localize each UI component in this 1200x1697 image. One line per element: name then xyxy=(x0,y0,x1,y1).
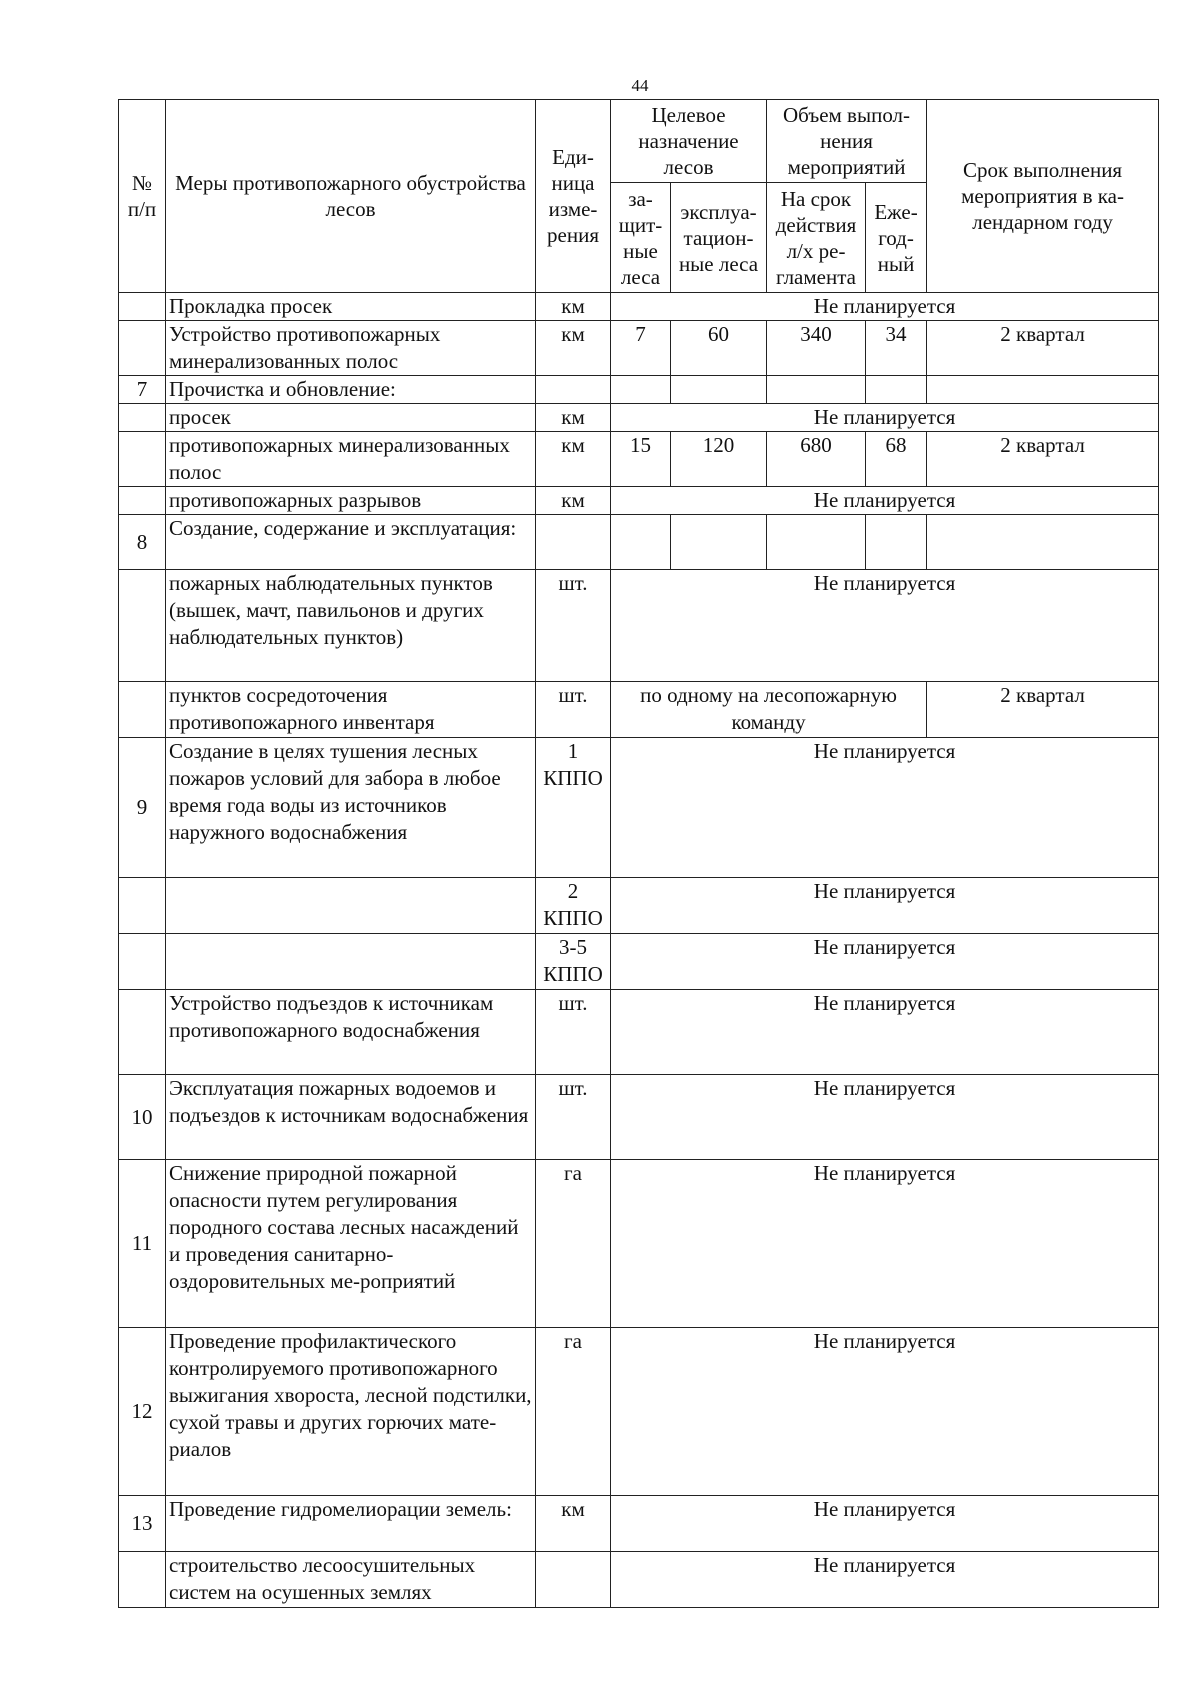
row-num xyxy=(119,1552,166,1608)
table-row xyxy=(119,321,1159,376)
row-term xyxy=(767,376,866,404)
row-measure: противопожарных минерализованных полос xyxy=(166,432,536,487)
row-status: Не планируется xyxy=(611,878,1159,934)
row-status: Не планируется xyxy=(611,404,1159,432)
table-row xyxy=(119,570,1159,682)
row-unit xyxy=(536,515,611,570)
row-unit: га xyxy=(536,1328,611,1496)
row-num: 8 xyxy=(119,515,166,570)
row-deadline xyxy=(927,515,1159,570)
row-measure xyxy=(166,934,536,990)
row-num xyxy=(119,321,166,376)
row-status: Не планируется xyxy=(611,1496,1159,1552)
row-measure: Создание в целях тушения лесных пожаров условий для забора в любое время года воды из источников наружного водоснабжения xyxy=(166,738,536,878)
table-row xyxy=(119,487,1159,515)
row-unit: 2 КППО xyxy=(536,878,611,934)
row-deadline xyxy=(927,376,1159,404)
row-status: Не планируется xyxy=(611,1328,1159,1496)
header-term: На срок действия л/х ре-гламента xyxy=(767,183,866,293)
header-num: № п/п xyxy=(119,100,166,293)
table-row xyxy=(119,1160,1159,1328)
row-status: Не планируется xyxy=(611,1160,1159,1328)
row-measure: Устройство противопожарных минерализованных полос xyxy=(166,321,536,376)
table-row xyxy=(119,682,1159,738)
row-measure: Проведение гидромелиорации земель: xyxy=(166,1496,536,1552)
table-row xyxy=(119,376,1159,404)
row-status: Не планируется xyxy=(611,1552,1159,1608)
row-unit: км xyxy=(536,1496,611,1552)
table-row xyxy=(119,1075,1159,1160)
row-measure: Снижение природной пожарной опасности путем регулирования породного состава лесных насаждений и проведения санитарно-оздоровительных ме-роприятий xyxy=(166,1160,536,1328)
row-num: 7 xyxy=(119,376,166,404)
table-header xyxy=(119,100,1159,293)
row-num: 13 xyxy=(119,1496,166,1552)
table-row xyxy=(119,515,1159,570)
header-deadline: Срок выполнения мероприятия в ка-лендарном году xyxy=(927,100,1159,293)
row-protective xyxy=(611,515,671,570)
header-operational: эксплуа-тацион-ные леса xyxy=(671,183,767,293)
row-num xyxy=(119,682,166,738)
header-measure: Меры противопожарного обустройства лесов xyxy=(166,100,536,293)
row-annual: 34 xyxy=(866,321,927,376)
row-num xyxy=(119,990,166,1075)
row-unit: 1 КППО xyxy=(536,738,611,878)
row-measure: пунктов сосредоточения противопожарного инвентаря xyxy=(166,682,536,738)
row-status: Не планируется xyxy=(611,570,1159,682)
row-status: Не планируется xyxy=(611,934,1159,990)
row-measure xyxy=(166,878,536,934)
row-num xyxy=(119,934,166,990)
row-status: Не планируется xyxy=(611,738,1159,878)
header-unit: Еди-ница изме-рения xyxy=(536,100,611,293)
row-annual xyxy=(866,376,927,404)
row-measure: Прокладка просек xyxy=(166,293,536,321)
row-annual: 68 xyxy=(866,432,927,487)
row-unit: шт. xyxy=(536,1075,611,1160)
row-unit: км xyxy=(536,293,611,321)
row-unit: га xyxy=(536,1160,611,1328)
table-row xyxy=(119,738,1159,878)
row-protective: 7 xyxy=(611,321,671,376)
row-num xyxy=(119,293,166,321)
row-measure: пожарных наблюдательных пунктов (вышек, мачт, павильонов и других наблюдательных пунктов) xyxy=(166,570,536,682)
row-unit: шт. xyxy=(536,990,611,1075)
header-protective: за-щит-ные леса xyxy=(611,183,671,293)
row-term: 680 xyxy=(767,432,866,487)
row-unit: км xyxy=(536,487,611,515)
row-num: 12 xyxy=(119,1328,166,1496)
table-row xyxy=(119,432,1159,487)
row-measure: противопожарных разрывов xyxy=(166,487,536,515)
row-num xyxy=(119,570,166,682)
row-term xyxy=(767,515,866,570)
row-unit: км xyxy=(536,432,611,487)
row-measure: строительство лесоосушительных систем на осушенных землях xyxy=(166,1552,536,1608)
row-unit: км xyxy=(536,404,611,432)
row-measure: просек xyxy=(166,404,536,432)
row-status: Не планируется xyxy=(611,487,1159,515)
row-deadline: 2 квартал xyxy=(927,432,1159,487)
row-measure: Создание, содержание и эксплуатация: xyxy=(166,515,536,570)
row-operational: 60 xyxy=(671,321,767,376)
header-volume: Объем выпол-нения мероприятий xyxy=(767,100,927,183)
row-operational: 120 xyxy=(671,432,767,487)
row-num: 10 xyxy=(119,1075,166,1160)
row-num: 11 xyxy=(119,1160,166,1328)
table-row xyxy=(119,878,1159,934)
row-volume: по одному на лесопожарную команду xyxy=(611,682,927,738)
page-number: 44 xyxy=(631,76,649,95)
row-status: Не планируется xyxy=(611,990,1159,1075)
header-annual: Еже-год-ный xyxy=(866,183,927,293)
row-num xyxy=(119,404,166,432)
row-num xyxy=(119,487,166,515)
table-row xyxy=(119,934,1159,990)
table-row xyxy=(119,1552,1159,1608)
row-status: Не планируется xyxy=(611,1075,1159,1160)
row-measure: Устройство подъездов к источникам противопожарного водоснабжения xyxy=(166,990,536,1075)
row-protective xyxy=(611,376,671,404)
row-protective: 15 xyxy=(611,432,671,487)
table-row xyxy=(119,990,1159,1075)
row-num: 9 xyxy=(119,738,166,878)
row-unit: шт. xyxy=(536,570,611,682)
row-unit: 3-5 КППО xyxy=(536,934,611,990)
row-operational xyxy=(671,515,767,570)
row-num xyxy=(119,432,166,487)
fire-prevention-table xyxy=(118,99,1159,1608)
table-row xyxy=(119,404,1159,432)
row-unit: шт. xyxy=(536,682,611,738)
row-measure: Проведение профилактического контролируемого противопожарного выжигания хвороста, лесной подстилки, сухой травы и других горючих мате-риалов xyxy=(166,1328,536,1496)
row-measure: Прочистка и обновление: xyxy=(166,376,536,404)
table-row xyxy=(119,1496,1159,1552)
row-unit xyxy=(536,376,611,404)
row-deadline: 2 квартал xyxy=(927,682,1159,738)
row-annual xyxy=(866,515,927,570)
row-term: 340 xyxy=(767,321,866,376)
row-status: Не планируется xyxy=(611,293,1159,321)
row-operational xyxy=(671,376,767,404)
header-purpose: Целевое назначение лесов xyxy=(611,100,767,183)
row-deadline: 2 квартал xyxy=(927,321,1159,376)
table-row xyxy=(119,293,1159,321)
row-unit xyxy=(536,1552,611,1608)
row-num xyxy=(119,878,166,934)
table-row xyxy=(119,1328,1159,1496)
row-unit: км xyxy=(536,321,611,376)
row-measure: Эксплуатация пожарных водоемов и подъездов к источникам водоснабжения xyxy=(166,1075,536,1160)
